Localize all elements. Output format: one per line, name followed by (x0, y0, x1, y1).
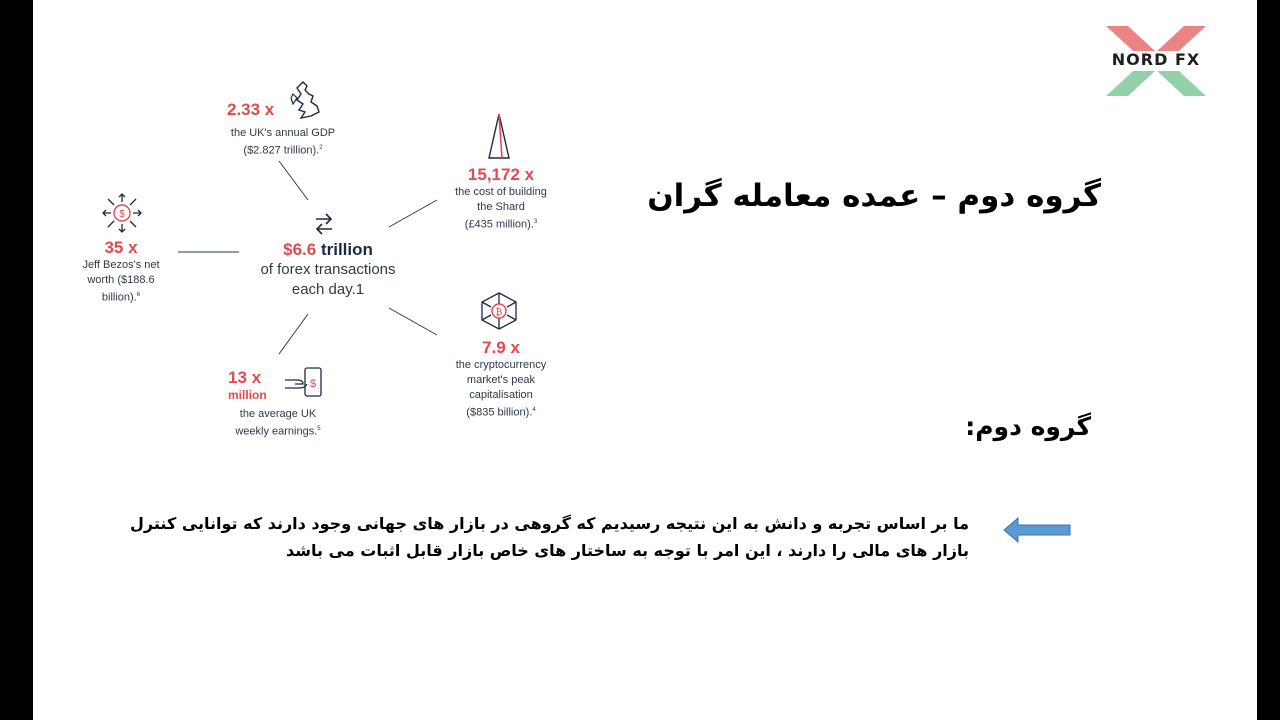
logo-wordmark (1100, 50, 1212, 69)
crypto-line3: capitalisation (469, 389, 533, 401)
svg-text:₿: ₿ (495, 307, 503, 317)
shard-building-icon (487, 112, 511, 160)
earnings-line2: weekly earnings. (235, 425, 318, 438)
center-unit: trillion (320, 240, 373, 259)
crypto-value: 7.9 x (482, 338, 520, 357)
svg-text:$: $ (309, 378, 317, 390)
slide-subtitle: گروه دوم: (965, 412, 1091, 441)
slide (33, 0, 1257, 720)
shard-value: 15,172 x (467, 165, 535, 184)
center-line1: of forex transactions (260, 261, 396, 278)
crypto-network-icon (477, 290, 521, 332)
uk-gdp-line2: ($2.827 trillion). (243, 144, 320, 157)
earnings-ref: 5 (317, 426, 321, 432)
center-ref: 1 (355, 281, 365, 298)
shard-ref: 3 (533, 219, 538, 225)
center-stat (238, 240, 418, 300)
earnings-value: 13 x (228, 368, 262, 387)
crypto-ref: 4 (532, 407, 536, 413)
crypto-line1: the cryptocurrency (455, 359, 547, 371)
stat-crypto (433, 338, 569, 421)
stat-earnings-value (228, 368, 288, 402)
logo-fx-text: FX (1174, 50, 1201, 69)
slide-title: گروه دوم – عمده معامله گران (647, 178, 1101, 214)
stat-uk-gdp (213, 100, 353, 159)
nordfx-logo (1100, 24, 1212, 98)
shard-line1: the cost of building (455, 186, 547, 198)
stat-bezos (71, 238, 171, 306)
crypto-line2: market's peak (466, 374, 536, 386)
bezos-ref: 6 (136, 292, 141, 298)
logo-brand-text: NORD (1111, 50, 1169, 69)
stat-shard (433, 165, 569, 233)
money-outflow-icon (101, 192, 143, 234)
center-value: $6.6 (283, 240, 317, 259)
left-arrow-icon (1002, 515, 1072, 545)
crypto-line4: ($835 billion). (466, 406, 533, 419)
bezos-line2: worth ($188.6 (87, 274, 155, 286)
earnings-value-unit: million (228, 388, 267, 402)
uk-gdp-ref: 2 (319, 145, 323, 151)
bezos-value: 35 x (104, 238, 138, 257)
svg-text:$: $ (119, 209, 125, 220)
center-line2: each day. (291, 281, 356, 298)
stat-earnings (218, 407, 338, 440)
forex-infographic (33, 0, 593, 460)
hand-payment-icon (283, 366, 325, 400)
body-paragraph: ما بر اساس تجربه و دانش به این نتیجه رسیدیم که گروهی در بازار های جهانی وجود دارند که توانایی کنترل بازار های مالی را دارند ، این امر با توجه به ساختار های خاص بازار قابل اثبات می باشد (130, 514, 969, 560)
bezos-line3: billion). (101, 291, 137, 304)
uk-gdp-line1: the UK's annual GDP (230, 127, 336, 139)
uk-gdp-value: 2.33 x (227, 100, 275, 119)
earnings-line1: the average UK (239, 408, 317, 420)
bezos-line1: Jeff Bezos's net (82, 259, 160, 271)
exchange-arrows-icon (313, 212, 335, 236)
uk-map-icon (289, 80, 325, 120)
shard-line2: the Shard (477, 201, 525, 213)
shard-line3: (£435 million). (464, 218, 534, 231)
